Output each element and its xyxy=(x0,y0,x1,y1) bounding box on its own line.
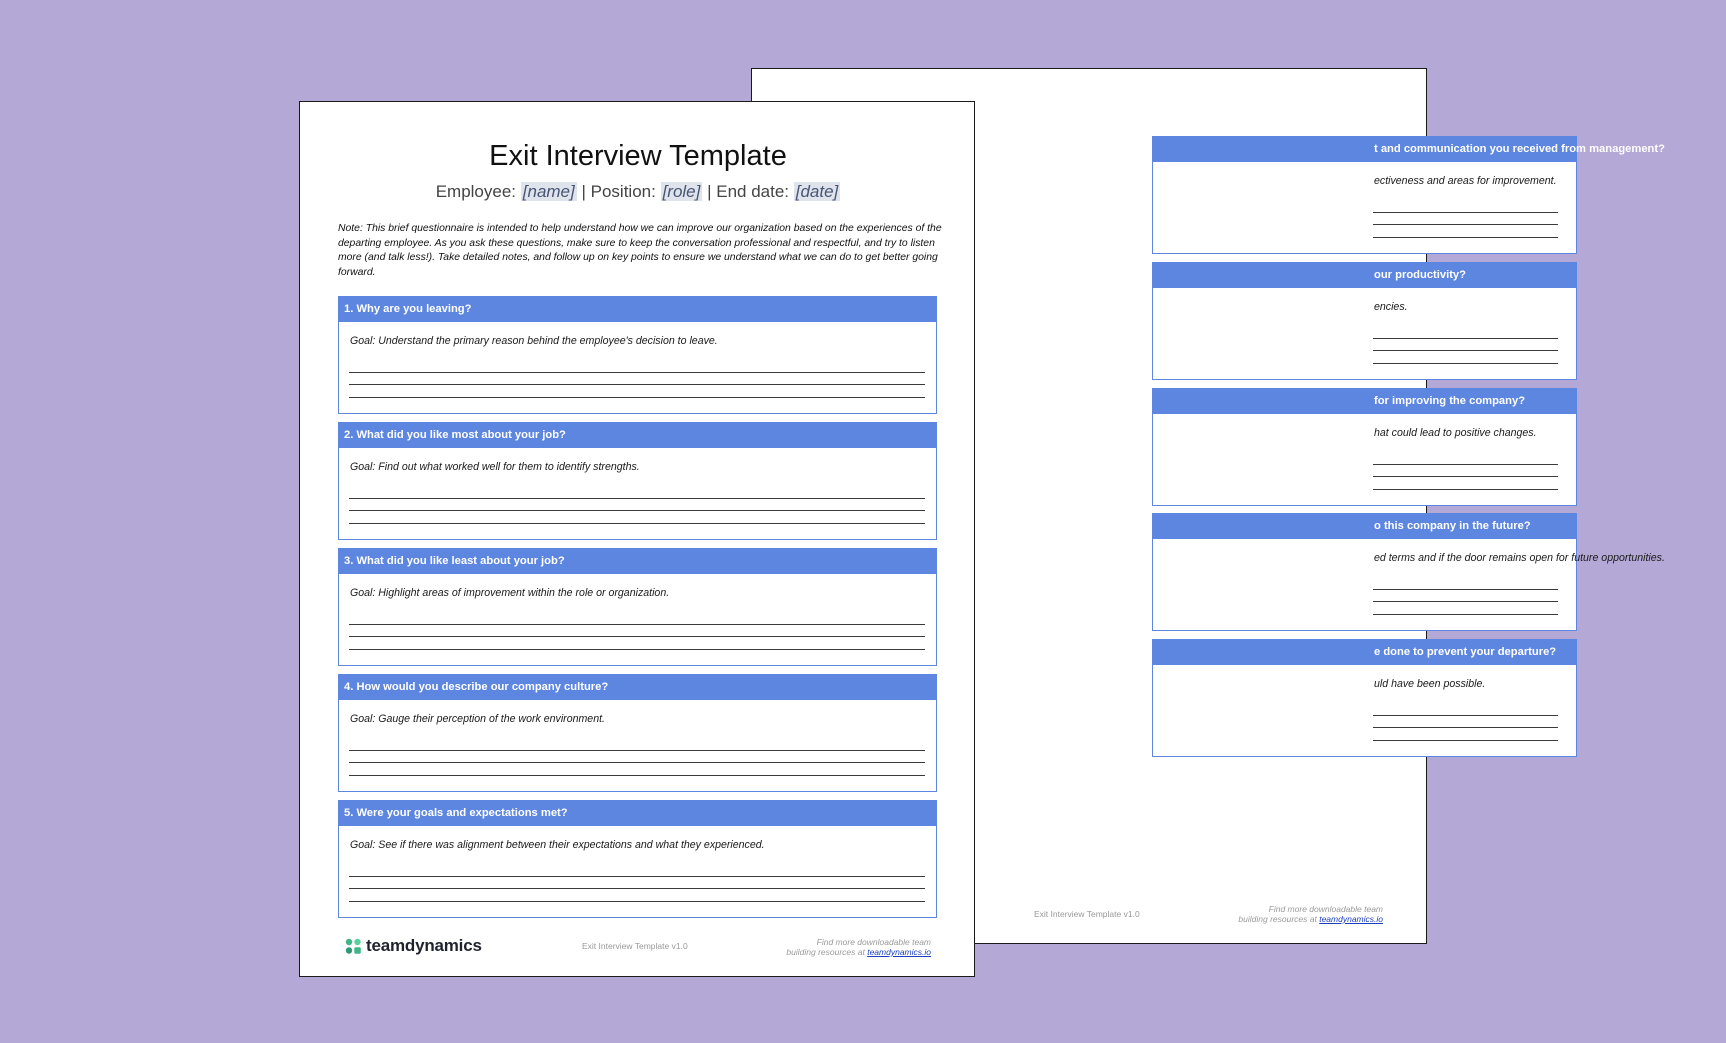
answer-line xyxy=(1373,601,1558,602)
back-question-section xyxy=(1152,639,1577,757)
answer-line xyxy=(1373,727,1558,728)
answer-line[interactable] xyxy=(349,750,925,751)
back-footer-version: Exit Interview Template v1.0 xyxy=(1034,909,1140,919)
back-footer-more-line1: Find more downloadable team xyxy=(1268,904,1383,914)
footer-more xyxy=(786,937,931,957)
question-section xyxy=(338,296,937,414)
answer-line[interactable] xyxy=(349,876,925,877)
employee-label: Employee: xyxy=(435,182,517,201)
answer-line xyxy=(1373,715,1558,716)
back-question-header: t and communication you received from management? xyxy=(1153,137,1576,162)
answer-line[interactable] xyxy=(349,649,925,650)
back-goal-text: uld have been possible. xyxy=(1374,678,1486,690)
footer-more-line1: Find more downloadable team xyxy=(816,937,931,947)
question-header: 4. How would you describe our company culture? xyxy=(339,675,936,700)
back-goal-text: encies. xyxy=(1374,301,1408,313)
answer-line[interactable] xyxy=(349,397,925,398)
logo-text: teamdynamics xyxy=(366,936,482,955)
goal-text: Goal: Gauge their perception of the work environment. xyxy=(350,713,605,725)
end-date-placeholder[interactable]: [date] xyxy=(795,182,839,201)
answer-line xyxy=(1373,740,1558,741)
question-section xyxy=(338,674,937,792)
page-subtitle xyxy=(300,182,976,202)
answer-line xyxy=(1373,489,1558,490)
answer-line xyxy=(1373,589,1558,590)
back-goal-text: ed terms and if the door remains open for future opportunities. xyxy=(1374,552,1665,564)
answer-line[interactable] xyxy=(349,372,925,373)
answer-line xyxy=(1373,476,1558,477)
answer-line xyxy=(1373,614,1558,615)
back-question-section xyxy=(1152,262,1577,380)
back-footer-more-line2: building resources at teamdynamics.io xyxy=(1238,914,1383,924)
answer-line[interactable] xyxy=(349,888,925,889)
question-header: 5. Were your goals and expectations met? xyxy=(339,801,936,826)
answer-line xyxy=(1373,224,1558,225)
back-question-section xyxy=(1152,388,1577,506)
back-question-header: for improving the company? xyxy=(1153,389,1576,414)
teamdynamics-logo-icon xyxy=(345,938,362,955)
answer-line[interactable] xyxy=(349,775,925,776)
question-header: 3. What did you like least about your job? xyxy=(339,549,936,574)
back-question-header: e done to prevent your departure? xyxy=(1153,640,1576,665)
question-section xyxy=(338,422,937,540)
back-goal-text: hat could lead to positive changes. xyxy=(1374,427,1537,439)
back-question-header: o this company in the future? xyxy=(1153,514,1576,539)
front-page xyxy=(299,101,975,977)
goal-text: Goal: See if there was alignment between their expectations and what they experienced. xyxy=(350,839,765,851)
answer-line xyxy=(1373,237,1558,238)
goal-text: Goal: Understand the primary reason behind the employee's decision to leave. xyxy=(350,335,718,347)
footer-link[interactable]: teamdynamics.io xyxy=(867,947,931,957)
answer-line[interactable] xyxy=(349,901,925,902)
goal-text: Goal: Find out what worked well for them to identify strengths. xyxy=(350,461,640,473)
back-question-section xyxy=(1152,136,1665,254)
end-date-label: | End date: xyxy=(707,182,790,201)
question-section xyxy=(338,548,937,666)
answer-line xyxy=(1373,350,1558,351)
answer-line[interactable] xyxy=(349,762,925,763)
page-title: Exit Interview Template xyxy=(489,140,787,172)
answer-line xyxy=(1373,464,1558,465)
question-section xyxy=(338,800,937,918)
back-question-section xyxy=(1152,513,1665,631)
teamdynamics-logo xyxy=(345,936,482,956)
position-label: | Position: xyxy=(581,182,656,201)
answer-line xyxy=(1373,212,1558,213)
answer-line[interactable] xyxy=(349,636,925,637)
answer-line[interactable] xyxy=(349,384,925,385)
employee-placeholder[interactable]: [name] xyxy=(522,182,575,201)
position-placeholder[interactable]: [role] xyxy=(662,182,701,201)
footer-more-line2: building resources at teamdynamics.io xyxy=(786,947,931,957)
back-question-header: our productivity? xyxy=(1153,263,1576,288)
question-header: 2. What did you like most about your job? xyxy=(339,423,936,448)
answer-line[interactable] xyxy=(349,523,925,524)
back-footer-more xyxy=(1238,904,1383,924)
back-footer-link[interactable]: teamdynamics.io xyxy=(1319,914,1383,924)
intro-note: Note: This brief questionnaire is intended to help understand how we can improve our organization based on the experiences of the departing employee. As you ask these questions, make sure to keep the conversation professional and respectful, and try to listen more (and talk less!). Take detailed notes, and follow up on key points to ensure we understand what we can do to get better going forward. xyxy=(338,223,942,279)
goal-text: Goal: Highlight areas of improvement within the role or organization. xyxy=(350,587,670,599)
answer-line[interactable] xyxy=(349,624,925,625)
answer-line xyxy=(1373,338,1558,339)
answer-line[interactable] xyxy=(349,498,925,499)
answer-line[interactable] xyxy=(349,510,925,511)
footer-version: Exit Interview Template v1.0 xyxy=(582,941,688,951)
answer-line xyxy=(1373,363,1558,364)
question-header: 1. Why are you leaving? xyxy=(339,297,936,322)
back-goal-text: ectiveness and areas for improvement. xyxy=(1374,175,1557,187)
